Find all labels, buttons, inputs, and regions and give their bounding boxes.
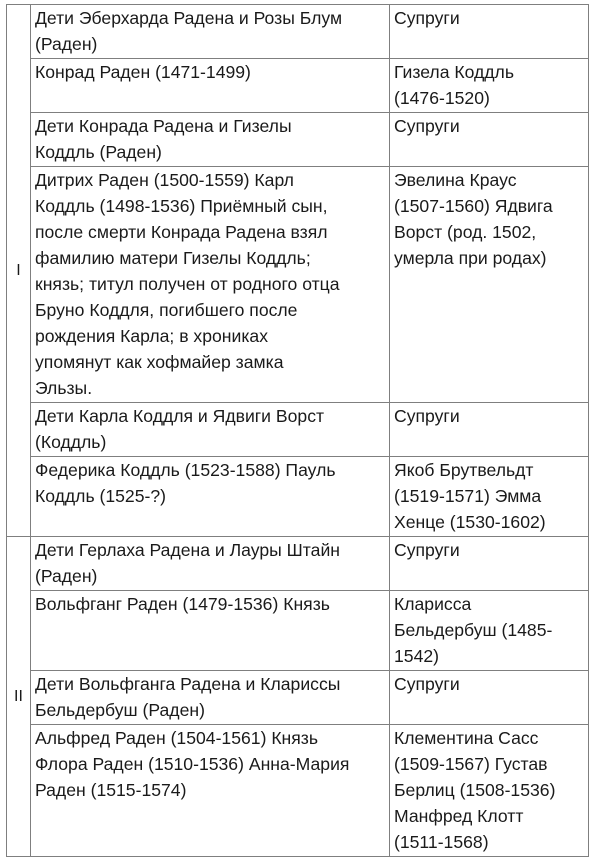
table-row <box>7 725 589 857</box>
table-row <box>7 457 589 537</box>
spouse-cell: Кларисса Бельдербуш (1485- 1542) <box>390 591 589 671</box>
person-cell: Вольфганг Раден (1479-1536) Князь <box>31 591 390 671</box>
table-row <box>7 113 589 167</box>
table-row <box>7 5 589 59</box>
person-cell: Дети Герлаха Радена и Лауры Штайн (Раден) <box>31 537 390 591</box>
spouse-cell: Супруги <box>390 5 589 59</box>
spouse-cell: Клементина Сасс (1509-1567) Густав Берлиц (1508-1536) Манфред Клотт (1511-1568) <box>390 725 589 857</box>
spouse-cell: Супруги <box>390 403 589 457</box>
table-row <box>7 537 589 591</box>
person-cell: Дети Конрада Радена и Гизелы Коддль (Раден) <box>31 113 390 167</box>
person-cell: Дети Карла Коддля и Ядвиги Ворст (Коддль) <box>31 403 390 457</box>
spouse-cell: Якоб Брутвельдт (1519-1571) Эмма Хенце (1530-1602) <box>390 457 589 537</box>
table-row <box>7 167 589 403</box>
person-cell: Дети Вольфганга Радена и Клариссы Бельдербуш (Раден) <box>31 671 390 725</box>
genealogy-table <box>6 4 589 857</box>
table-row <box>7 591 589 671</box>
generation-label: I <box>7 5 31 537</box>
person-cell: Альфред Раден (1504-1561) Князь Флора Раден (1510-1536) Анна-Мария Раден (1515-1574) <box>31 725 390 857</box>
person-cell: Дети Эберхарда Радена и Розы Блум (Раден) <box>31 5 390 59</box>
person-cell: Федерика Коддль (1523-1588) Пауль Коддль (1525-?) <box>31 457 390 537</box>
table-row <box>7 59 589 113</box>
table-row <box>7 671 589 725</box>
generation-label: II <box>7 537 31 857</box>
spouse-cell: Супруги <box>390 113 589 167</box>
spouse-cell: Супруги <box>390 671 589 725</box>
person-cell: Дитрих Раден (1500-1559) Карл Коддль (1498-1536) Приёмный сын, после смерти Конрада Радена взял фамилию матери Гизелы Коддль; князь; титул получен от родного отца Бруно Коддля, погибшего после рождения Карла; в хрониках упомянут как хофмайер замка Эльзы. <box>31 167 390 403</box>
spouse-cell: Гизела Коддль (1476-1520) <box>390 59 589 113</box>
spouse-cell: Эвелина Краус (1507-1560) Ядвига Ворст (род. 1502, умерла при родах) <box>390 167 589 403</box>
table-row <box>7 403 589 457</box>
spouse-cell: Супруги <box>390 537 589 591</box>
person-cell: Конрад Раден (1471-1499) <box>31 59 390 113</box>
